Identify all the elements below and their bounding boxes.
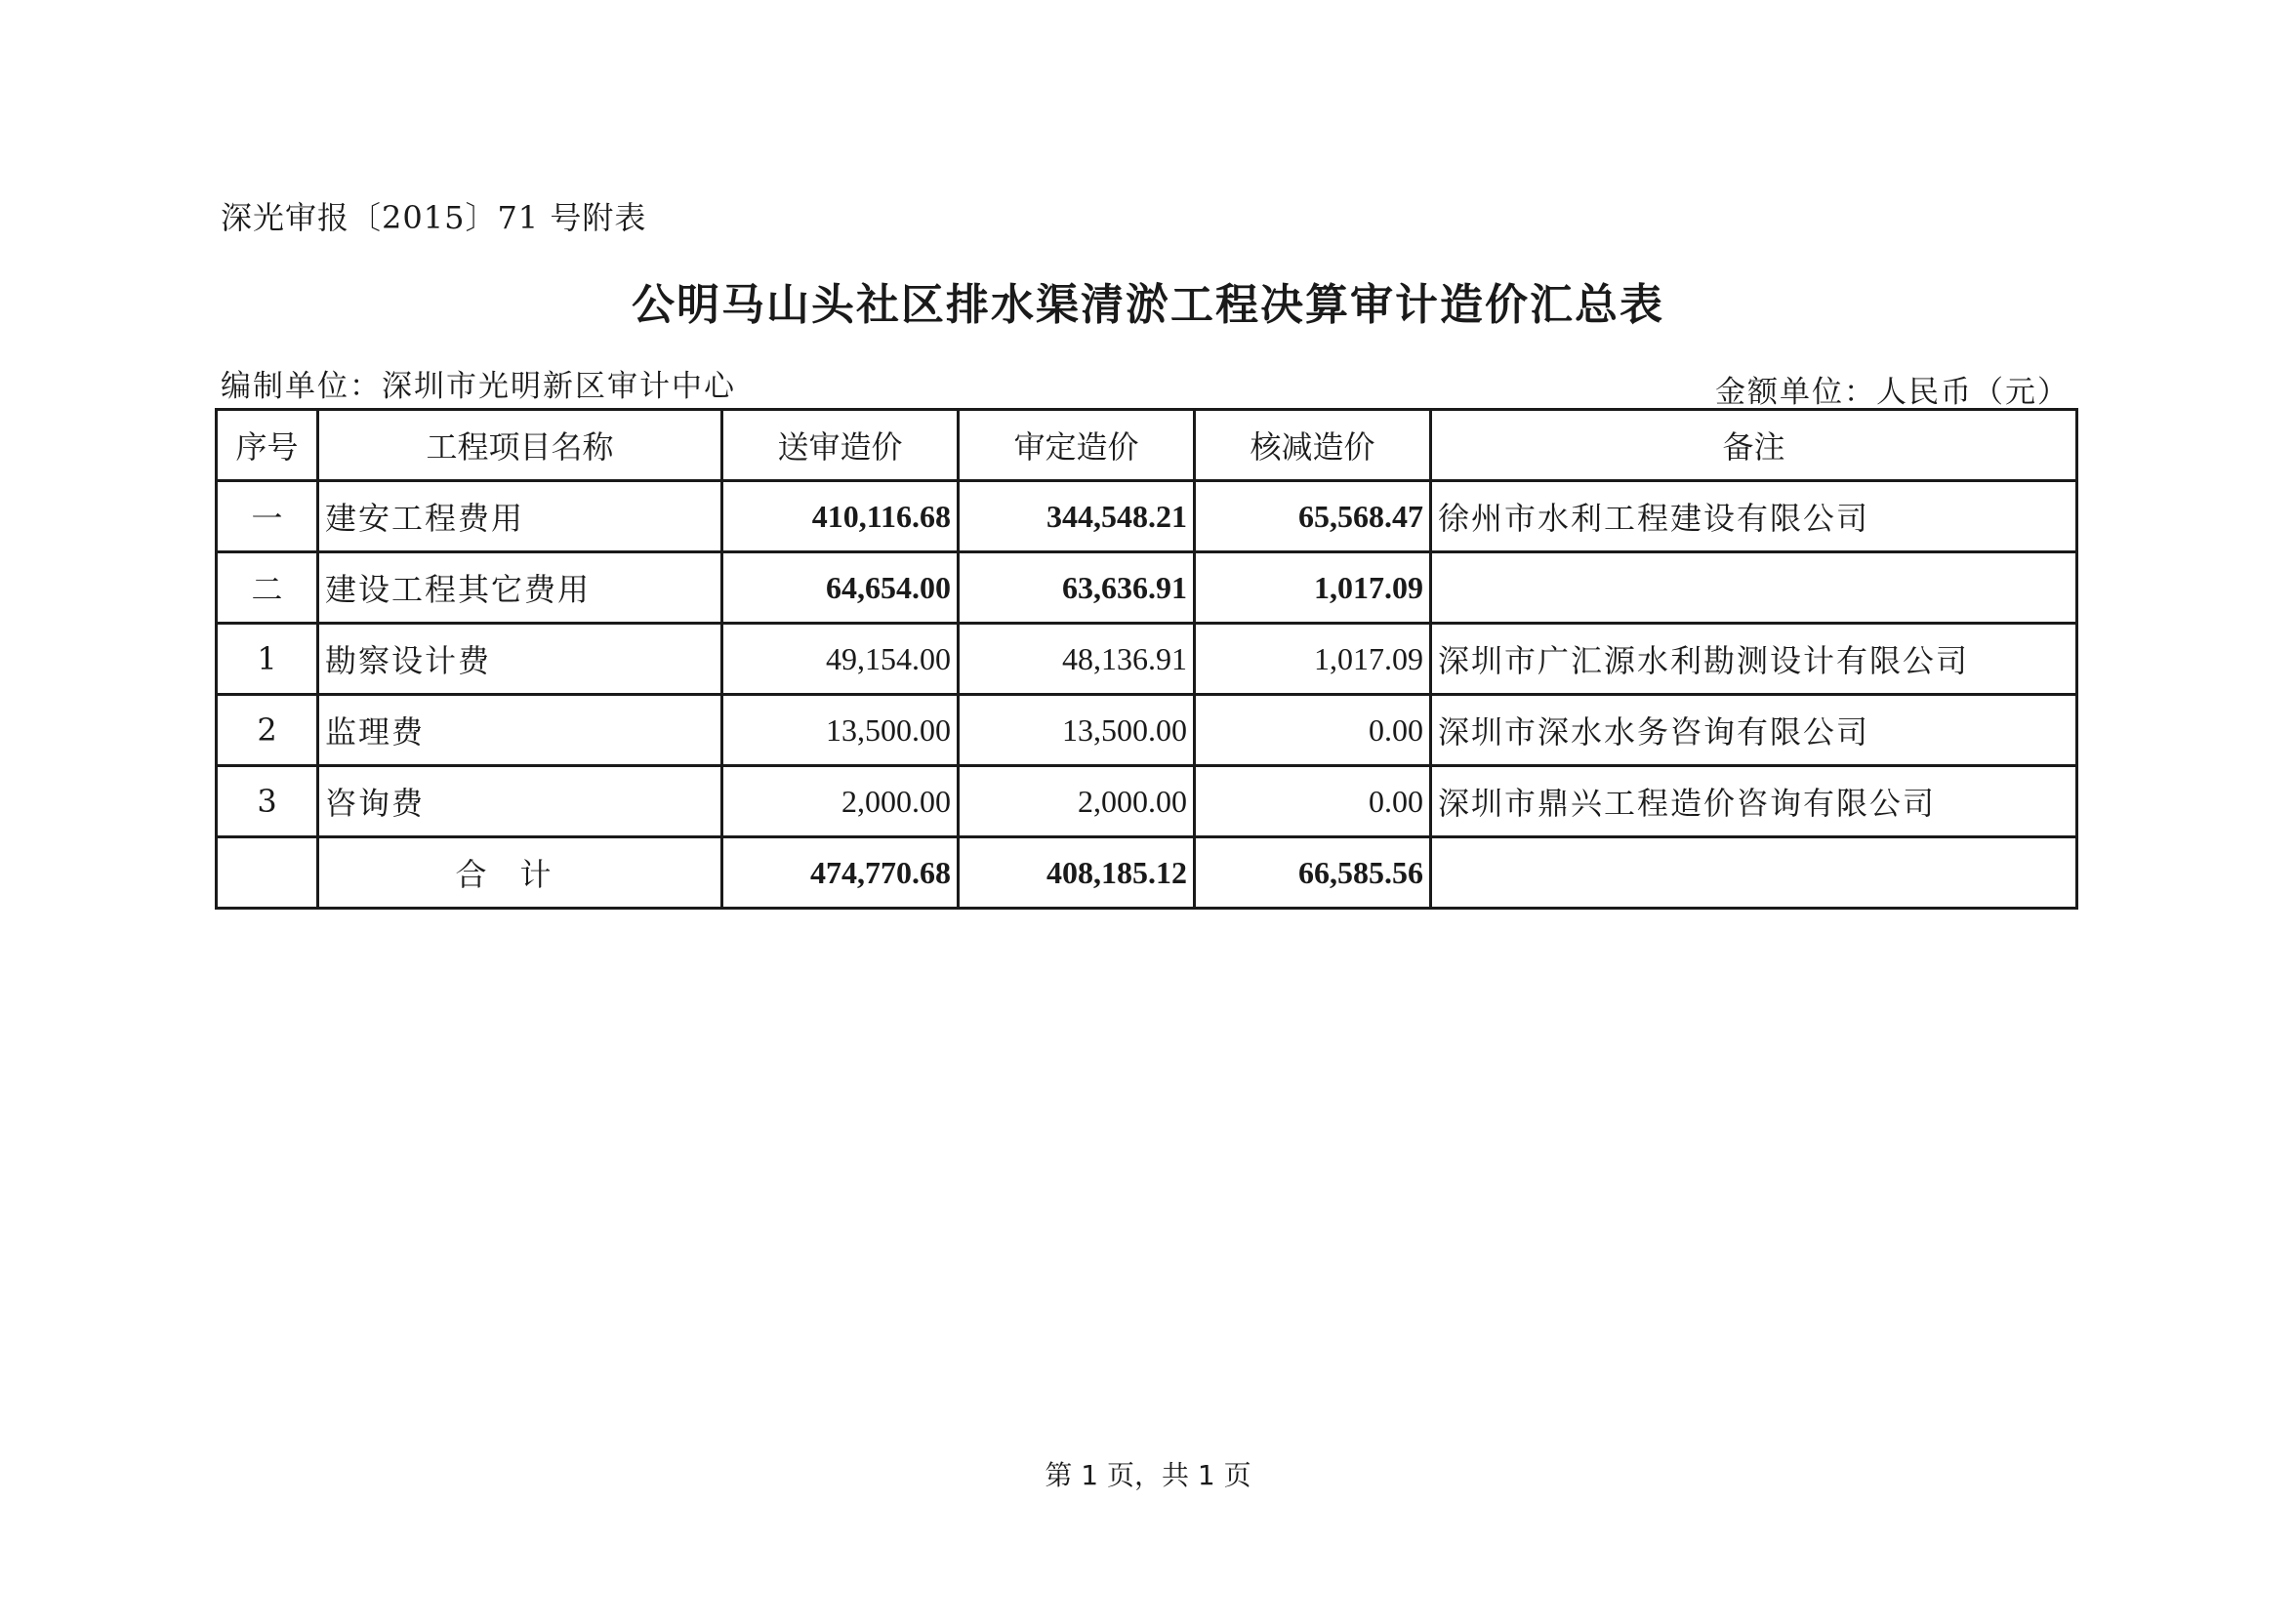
row-approved-cost: 63,636.91: [959, 552, 1195, 624]
row-submitted-cost: 2,000.00: [722, 766, 959, 837]
document-reference: 深光审报〔2015〕71 号附表: [221, 199, 647, 236]
table-row: [217, 481, 2077, 552]
row-reduction: 0.00: [1195, 766, 1431, 837]
header-approved-cost: 审定造价: [959, 410, 1195, 481]
page-number: 第 1 页，共 1 页: [1045, 1459, 1251, 1491]
row-reduction: 1,017.09: [1195, 624, 1431, 695]
header-index: 序号: [217, 410, 318, 481]
row-project-name: 勘察设计费: [318, 624, 722, 695]
total-submitted-cost: 474,770.68: [722, 837, 959, 909]
table-row: [217, 624, 2077, 695]
row-note: 深圳市深水水务咨询有限公司: [1431, 695, 2077, 766]
row-approved-cost: 2,000.00: [959, 766, 1195, 837]
row-project-name: 咨询费: [318, 766, 722, 837]
table-row: [217, 552, 2077, 624]
row-submitted-cost: 13,500.00: [722, 695, 959, 766]
row-index: 1: [217, 624, 318, 695]
audit-summary-table: [215, 408, 2078, 910]
page-title: 公明马山头社区排水渠清淤工程决算审计造价汇总表: [632, 280, 1664, 330]
row-note: 深圳市广汇源水利勘测设计有限公司: [1431, 624, 2077, 695]
total-approved-cost: 408,185.12: [959, 837, 1195, 909]
row-note: [1431, 552, 2077, 624]
row-submitted-cost: 64,654.00: [722, 552, 959, 624]
row-submitted-cost: 49,154.00: [722, 624, 959, 695]
row-approved-cost: 13,500.00: [959, 695, 1195, 766]
row-submitted-cost: 410,116.68: [722, 481, 959, 552]
currency-unit: 金额单位：人民币（元）: [1715, 375, 2070, 410]
total-index: [217, 837, 318, 909]
row-note: 徐州市水利工程建设有限公司: [1431, 481, 2077, 552]
total-row: [217, 837, 2077, 909]
header-submitted-cost: 送审造价: [722, 410, 959, 481]
row-reduction: 1,017.09: [1195, 552, 1431, 624]
total-reduction: 66,585.56: [1195, 837, 1431, 909]
header-note: 备注: [1431, 410, 2077, 481]
table-header-row: [217, 410, 2077, 481]
table-row: [217, 766, 2077, 837]
header-reduction: 核减造价: [1195, 410, 1431, 481]
row-reduction: 0.00: [1195, 695, 1431, 766]
row-index: 二: [217, 552, 318, 624]
row-project-name: 监理费: [318, 695, 722, 766]
row-approved-cost: 48,136.91: [959, 624, 1195, 695]
row-index: 2: [217, 695, 318, 766]
row-index: 一: [217, 481, 318, 552]
total-label: 合计: [318, 837, 722, 909]
row-note: 深圳市鼎兴工程造价咨询有限公司: [1431, 766, 2077, 837]
row-project-name: 建安工程费用: [318, 481, 722, 552]
row-approved-cost: 344,548.21: [959, 481, 1195, 552]
row-index: 3: [217, 766, 318, 837]
compiler-unit: 编制单位：深圳市光明新区审计中心: [221, 369, 736, 404]
table-row: [217, 695, 2077, 766]
row-project-name: 建设工程其它费用: [318, 552, 722, 624]
header-project-name: 工程项目名称: [318, 410, 722, 481]
total-note: [1431, 837, 2077, 909]
row-reduction: 65,568.47: [1195, 481, 1431, 552]
